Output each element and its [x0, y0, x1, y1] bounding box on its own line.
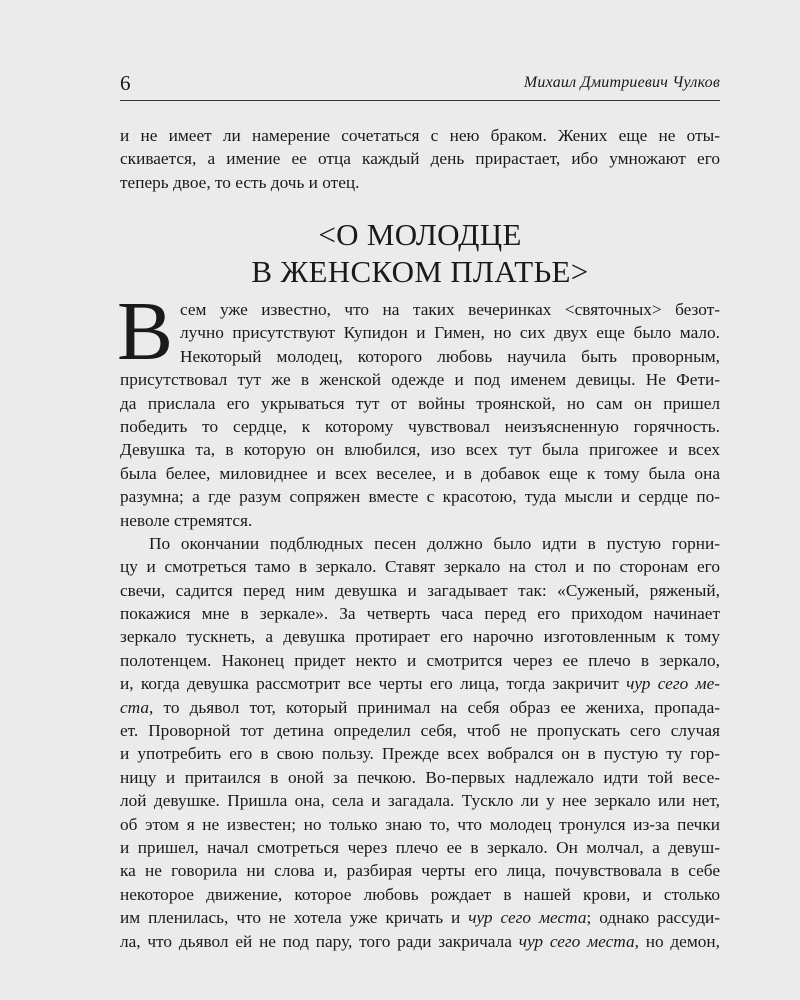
text-line: некоторое движение, которое любовь рождает в нашей крови, и столько: [120, 884, 720, 904]
text-line: Девушка та, в которую он влюбился, изо всех тут была пригожее и всех: [120, 440, 720, 460]
italic-phrase: чур сего места: [468, 908, 587, 928]
text-line: покажися мне в зеркале». За четверть часа перед его приходом начинает: [120, 604, 720, 624]
text-line: полотенцем. Наконец придет некто и смотрится через ее плечо в зеркало,: [120, 650, 720, 670]
drop-cap: В: [117, 285, 174, 378]
text-line: присутствовал тут же в женской одежде и под именем девицы. Не Фети-: [120, 370, 720, 390]
intro-paragraph: [120, 124, 720, 194]
text-line: По окончании подблюдных песен должно было идти в пустую горни-: [149, 533, 720, 553]
chapter-title-line-2: В ЖЕНСКОМ ПЛАТЬЕ>: [251, 254, 589, 289]
text-line: теперь двое, то есть дочь и отец.: [120, 172, 360, 192]
text-line: [120, 906, 720, 929]
text-line: свечи, садится перед ним девушка и загадывает так: «Суженый, ряженый,: [120, 580, 720, 600]
paragraph-1: [120, 298, 720, 532]
text-run: ; однако рассуди-: [586, 908, 720, 928]
text-line: Некоторый молодец, которого любовь научила быть проворным,: [180, 346, 720, 366]
chapter-title: [120, 216, 720, 290]
italic-phrase: чур сего места: [518, 931, 635, 951]
text-line: об этом я не известен; но только знаю то, что молодец тронулся из-за печки: [120, 814, 720, 834]
italic-phrase: ста: [120, 697, 150, 717]
text-run: и, когда девушка рассмотрит все черты его лица, тогда закричит: [120, 674, 627, 694]
text-line: была белее, миловиднее и всех веселее, и в добавок еще к тому была она: [120, 463, 720, 483]
text-line: разумна; а где разум сопряжен вместе с красотою, туда мысли и сердце по-: [120, 487, 720, 507]
running-head-author: Михаил Дмитриевич Чулков: [523, 74, 720, 91]
chapter-body: [117, 285, 720, 953]
text-line: ницу и притаился в оной за печкою. Во-первых надлежало идти той весе-: [120, 767, 720, 787]
text-run: , но демон,: [634, 931, 720, 951]
chapter-title-line-1: <О МОЛОДЦЕ: [318, 217, 522, 252]
text-line: скивается, а имение ее отца каждый день прирастает, ибо умножают его: [120, 149, 720, 169]
page-number: 6: [120, 71, 131, 95]
text-line: сем уже известно, что на таких вечеринках <святочных> безот-: [180, 300, 720, 319]
text-line: зеркало тускнеть, а девушка протирает его нарочно изготовленным к тому: [120, 627, 720, 647]
text-line: и пришел, начал смотреться через плечо ее в зеркало. Он молчал, а девуш-: [120, 837, 720, 857]
text-run: , то дьявол тот, который принимал на себя образ ее жениха, пропада-: [149, 697, 720, 717]
text-line: и употребить его в свою пользу. Прежде всех вобрался он в пустую ту гор-: [120, 744, 720, 764]
text-line: неволе стремятся.: [120, 510, 253, 530]
text-line: победить то сердце, к которому чувствовал неизъясненную горячность.: [120, 416, 720, 436]
text-line: да прислала его укрываться тут от войны троянской, но сам он пришел: [120, 393, 720, 413]
text-line: ет. Проворной тот детина определил себя, чтоб не пропускать сего случая: [120, 721, 720, 741]
text-line: и не имеет ли намерение сочетаться с нею браком. Жених еще не оты-: [120, 126, 720, 145]
text-line: лучно присутствуют Купидон и Гимен, но сих двух еще было мало.: [180, 323, 720, 343]
page-header: [120, 68, 720, 101]
text-line: лой девушке. Пришла она, села и загадала. Тускло ли у нее зеркало или нет,: [120, 791, 720, 811]
paragraph-2: [120, 532, 720, 953]
text-line: [120, 672, 720, 695]
text-line: [120, 930, 720, 953]
italic-phrase: чур сего ме-: [626, 674, 720, 694]
text-line: ка не говорила ни слова и, разбирая черты его лица, почувствовала в себе: [120, 861, 720, 881]
text-run: им пленилась, что не хотела уже кричать и: [120, 908, 469, 928]
text-line: цу и смотреться тамо в зеркало. Ставят зеркало на стол и по сторонам его: [120, 557, 720, 577]
text-line: [120, 696, 720, 719]
text-run: ла, что дьявол ей не под пару, того ради закричала: [120, 931, 519, 951]
